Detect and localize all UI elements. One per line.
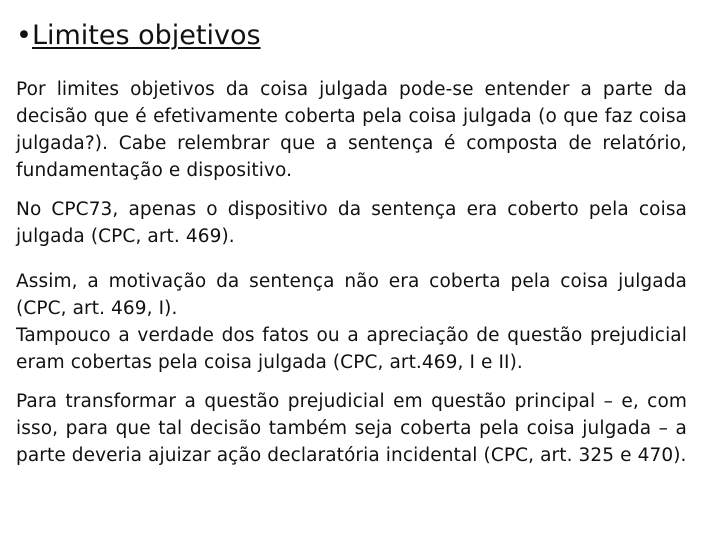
paragraph-cpc73: No CPC73, apenas o dispositivo da sentença era coberto pela coisa julgada (CPC, art. 469). — [16, 199, 687, 247]
title-bullet: • — [16, 20, 32, 51]
paragraph-definition: Por limites objetivos da coisa julgada pode-se entender a parte da decisão que é efetivamente coberta pela coisa julgada (o que faz coisa julgada?). Cabe relembrar que a sentença é composta de relatório, fundamentação e dispositivo. — [16, 79, 687, 181]
slide-body — [16, 76, 687, 469]
paragraph-motivation: Assim, a motivação da sentença não era coberta pela coisa julgada (CPC, art. 469, I). — [16, 271, 687, 319]
paragraph-declaratory-action: Para transformar a questão prejudicial em questão principal – e, com isso, para que tal decisão também seja coberta pela coisa julgada – a parte deveria ajuizar ação declaratória incidental (CPC, art. 325 e 470). — [16, 391, 687, 466]
slide-title — [16, 18, 261, 54]
title-text: Limites objetivos — [31, 20, 261, 51]
paragraph-facts-prejudicial: Tampouco a verdade dos fatos ou a apreciação de questão prejudicial eram cobertas pela coisa julgada (CPC, art.469, I e II). — [16, 325, 687, 373]
